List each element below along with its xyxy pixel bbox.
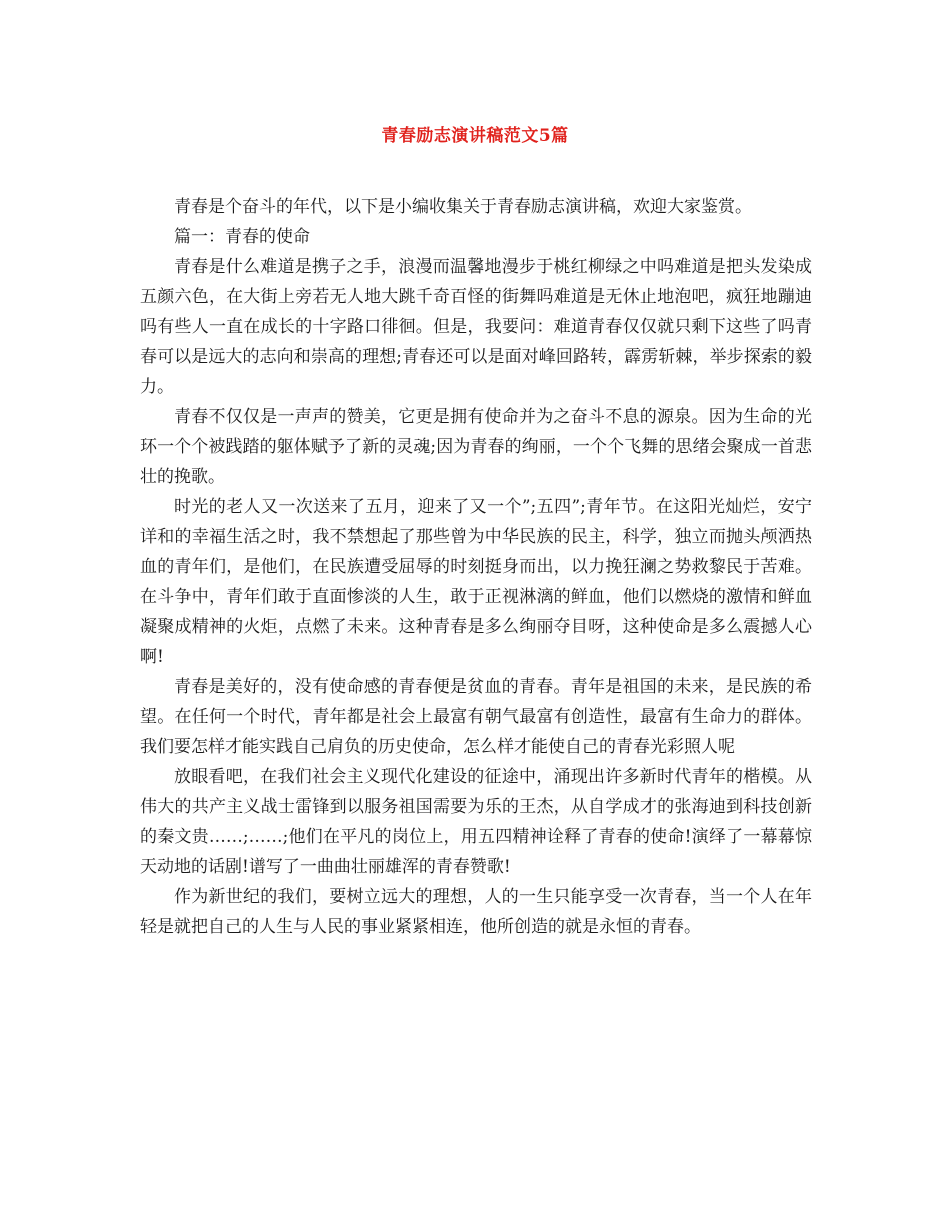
body-paragraph: 时光的老人又一次送来了五月，迎来了又一个”;五四”;青年节。在这阳光灿烂，安宁详和的幸福生活之时，我不禁想起了那些曾为中华民族的民主，科学，独立而抛头颅洒热血的青年们，是他们，在民族遭受屈辱的时刻挺身而出，以力挽狂澜之势救黎民于苦难。在斗争中，青年们敢于直面惨淡的人生，敢于正视淋漓的鲜血，他们以燃烧的激情和鲜血凝聚成精神的火炬，点燃了未来。这种青春是多么绚丽夺目呀，这种使命是多么震撼人心啊! [140, 497, 812, 667]
body-paragraph: 青春是什么难道是携子之手，浪漫而温馨地漫步于桃红柳绿之中吗难道是把头发染成五颜六色，在大街上旁若无人地大跳千奇百怪的街舞吗难道是无休止地泡吧，疯狂地蹦迪吗有些人一直在成长的十字路口徘徊。但是，我要问：难道青春仅仅就只剩下这些了吗青春可以是远大的志向和崇高的理想;青春还可以是面对峰回路转，霹雳斩棘，举步探索的毅力。 [140, 257, 812, 397]
body-paragraph: 放眼看吧，在我们社会主义现代化建设的征途中，涌现出许多新时代青年的楷模。从伟大的共产主义战士雷锋到以服务祖国需要为乐的王杰，从自学成才的张海迪到科技创新的秦文贵……;……;他们在平凡的岗位上，用五四精神诠释了青春的使命!演绎了一幕幕惊天动地的话剧!谱写了一曲曲壮丽雄浑的青春赞歌! [140, 767, 812, 877]
document-body [140, 192, 812, 942]
body-paragraph: 青春不仅仅是一声声的赞美，它更是拥有使命并为之奋斗不息的源泉。因为生命的光环一个个被践踏的躯体赋予了新的灵魂;因为青春的绚丽，一个个飞舞的思绪会聚成一首悲壮的挽歌。 [140, 407, 812, 487]
body-paragraph: 青春是美好的，没有使命感的青春便是贫血的青春。青年是祖国的未来，是民族的希望。在任何一个时代，青年都是社会上最富有朝气最富有创造性，最富有生命力的群体。我们要怎样才能实践自己肩负的历史使命，怎么样才能使自己的青春光彩照人呢 [140, 677, 812, 757]
document-title: 青春励志演讲稿范文5篇 [381, 126, 569, 146]
intro-paragraph: 青春是个奋斗的年代，以下是小编收集关于青春励志演讲稿，欢迎大家鉴赏。 [174, 197, 752, 217]
body-paragraph: 作为新世纪的我们，要树立远大的理想，人的一生只能享受一次青春，当一个人在年轻是就把自己的人生与人民的事业紧紧相连，他所创造的就是永恒的青春。 [140, 887, 812, 937]
section-heading: 篇一：青春的使命 [174, 227, 310, 247]
